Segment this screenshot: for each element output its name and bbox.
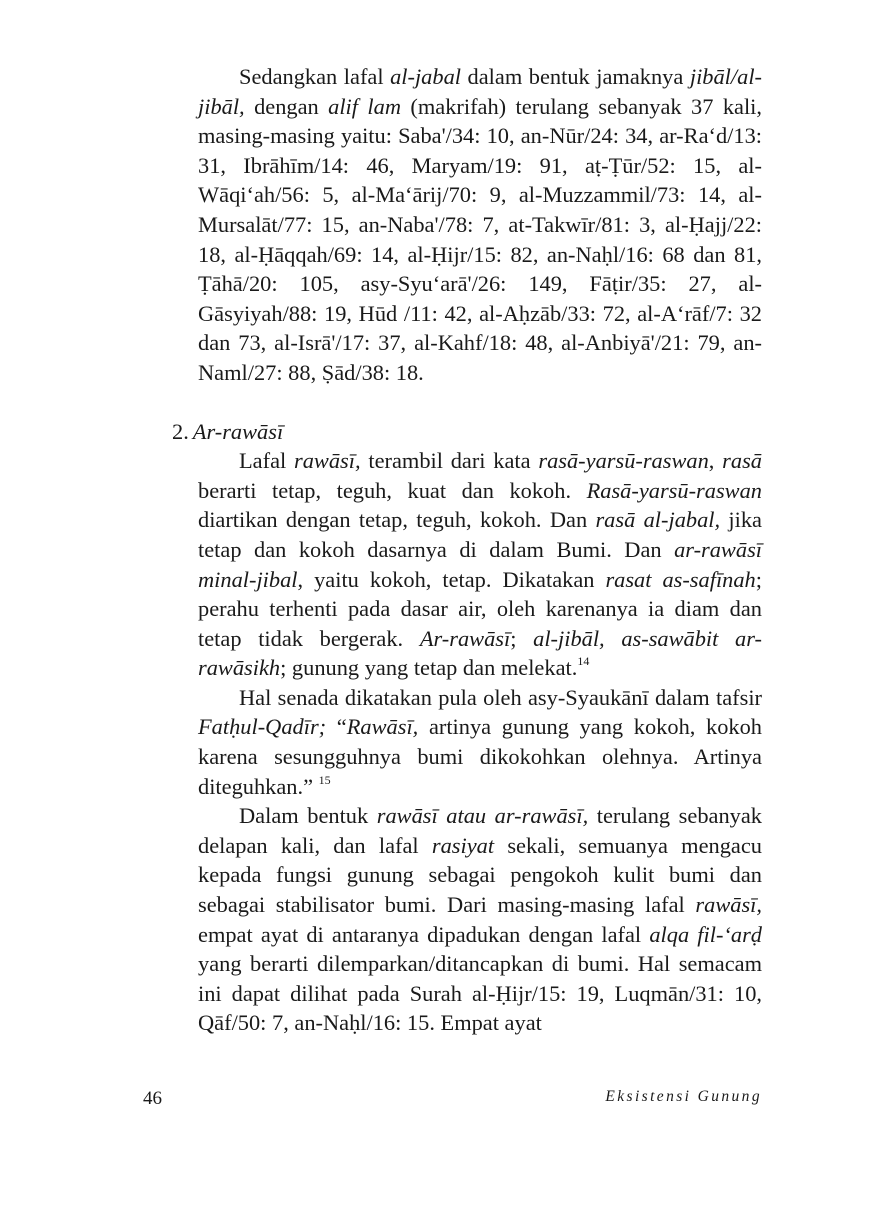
paragraph-rawasi-occurrences: Dalam bentuk rawāsī atau ar-rawāsī, terulang sebanyak delapan kali, dan lafal rasiyat sekali, semuanya mengacu kepada fungsi gunung sebagai pengokoh kulit bumi dan sebagai stabilisator bumi. Dari masing-masing lafal rawāsī, empat ayat di antaranya dipadukan dengan lafal alqa fil-‘arḍ yang berarti dilemparkan/ditancapkan di bumi. Hal semacam ini dapat dilihat pada Surah al-Ḥijr/15: 19, Luqmān/31: 10, Qāf/50: 7, an-Naḥl/16: 15. Empat ayat <box>198 803 762 1036</box>
paragraph-rawasi-meaning: Lafal rawāsī, terambil dari kata rasā-yarsū-raswan, rasā berarti tetap, teguh, kuat dan kokoh. Rasā-yarsū-raswan diartikan dengan tetap, teguh, kokoh. Dan rasā al-jabal, jika tetap dan kokoh dasarnya di dalam Bumi. Dan ar-rawāsī minal-jibal, yaitu kokoh, tetap. Dikatakan rasat as-safīnah; perahu terhenti pada dasar air, oleh karenanya ia diam dan tetap tidak bergerak. Ar-rawāsī; al-jibāl, as-sawābit ar-rawāsikh; gunung yang tetap dan melekat.$^{14}$ <box>198 448 762 681</box>
paragraph-jibal-list: Sedangkan lafal al-jabal dalam bentuk jamaknya jibāl/al-jibāl, dengan alif lam (makrifah) terulang sebanyak 37 kali, masing-masing yaitu: Saba'/34: 10, an-Nūr/24: 34, ar-Ra‘d/13: 31, Ibrāhīm/14: 46, Maryam/19: 91, aṭ-Ṭūr/52: 15, al-Wāqi‘ah/56: 5, al-Ma‘ārij/70: 9, al-Muzzammil/73: 14, al-Mursalāt/77: 15, an-Naba'/78: 7, at-Takwīr/81: 3, al-Ḥajj/22: 18, al-Ḥāqqah/69: 14, al-Ḥijr/15: 82, an-Naḥl/16: 68 dan 81, Ṭāhā/20: 105, asy-Syu‘arā'/26: 149, Fāṭir/35: 27, al-Gāsyiyah/88: 19, Hūd /11: 42, al-Aḥzāb/33: 72, al-A‘rāf/7: 32 dan 73, al-Isrā'/17: 37, al-Kahf/18: 48, al-Anbiyā'/21: 79, an-Naml/27: 88, Ṣād/38: 18. <box>198 64 763 385</box>
footnote-ref-14: 14 <box>577 654 590 669</box>
paragraph-syaukani: Hal senada dikatakan pula oleh asy-Syaukānī dalam tafsir Fatḥul-Qadīr; “Rawāsī, artinya gunung yang kokoh, kokoh karena sesungguhnya bumi dikokohkan olehnya. Artinya diteguhkan.” $^{15}$ <box>198 684 762 799</box>
section-number: 2. <box>172 418 189 444</box>
page-number: 46 <box>143 1088 162 1109</box>
footnote-ref-15: 15 <box>318 772 331 787</box>
section-title: Ar-rawāsī <box>192 418 284 444</box>
section-heading-ar-rawasi <box>172 417 762 447</box>
running-title: Eksistensi Gunung <box>605 1088 762 1105</box>
body-text <box>172 62 763 1038</box>
